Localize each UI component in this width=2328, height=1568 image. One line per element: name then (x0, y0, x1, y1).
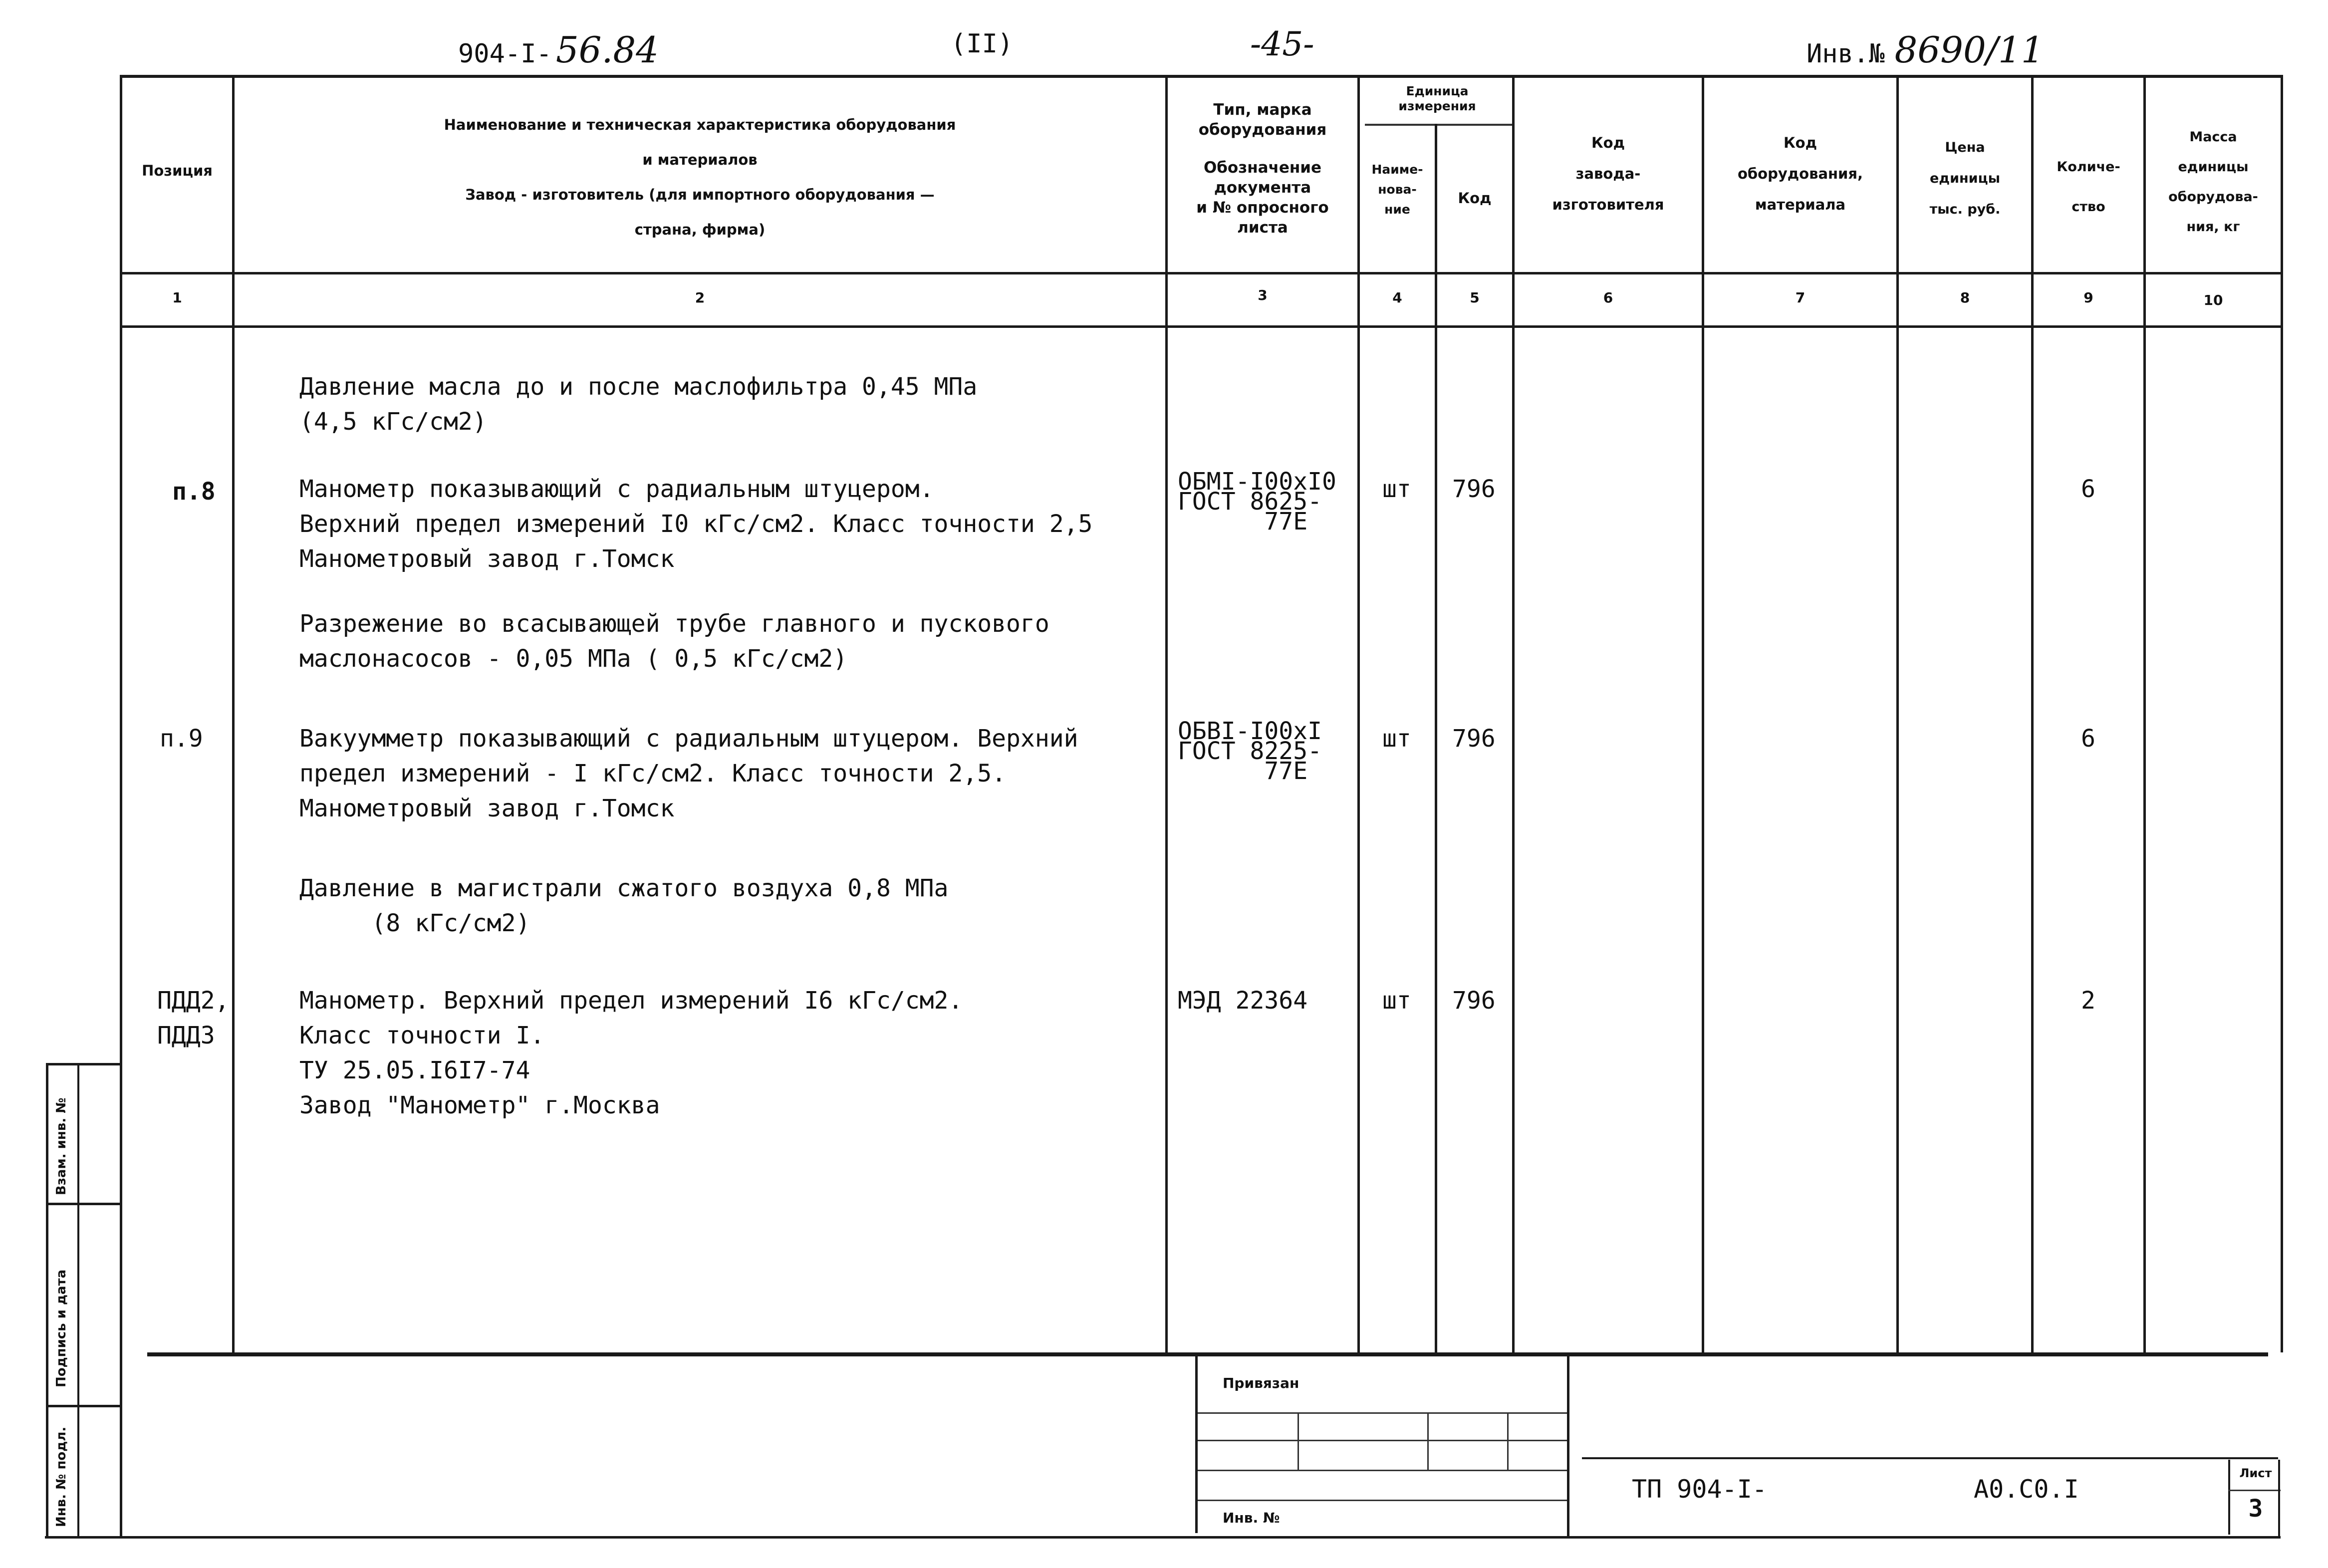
header-type-line: Обозначение (1203, 159, 1322, 177)
row-description: Давление в магистрали сжатого воздуха 0,8 МПа (8 кГс/см2) (299, 874, 949, 937)
row-type: МЭД 22364 (1178, 987, 1308, 1015)
header-price-line: тыс. руб. (1929, 202, 2001, 217)
row-quantity: 2 (2081, 987, 2095, 1015)
page-number: -45- (1250, 25, 1314, 63)
row-description: Вакуумметр показывающий с радиальным штуцером. Верхний предел измерений - I кГс/см2. Класс точности 2,5. Манометровый завод г.Томск (299, 725, 1078, 822)
section-number: (II) (951, 29, 1014, 59)
header-price (1899, 132, 2031, 225)
colnum-2: 2 (695, 289, 705, 306)
header-mass (2146, 122, 2281, 242)
header-mfr-code (1515, 127, 1702, 220)
col-divider-9 (2143, 75, 2146, 1352)
header-equip-line: оборудования, (1737, 165, 1863, 182)
row-description: Разрежение во всасывающей трубе главного и пускового маслонасосов - 0,05 МПа ( 0,5 кГс/см2) (299, 610, 1049, 673)
privyazan-cell-divider (1427, 1412, 1429, 1470)
header-mass-line: оборудова- (2168, 189, 2258, 205)
header-mfr-line: Код (1591, 134, 1625, 151)
colnum-10: 10 (2203, 292, 2223, 308)
colnum-9: 9 (2083, 289, 2093, 306)
side-stamp-divider (77, 1063, 79, 1538)
row-description: Давление масла до и после маслофильтра 0,45 МПа (4,5 кГс/см2) (299, 373, 978, 436)
row-position: п.8 (172, 478, 216, 506)
colnum-8: 8 (1960, 289, 1970, 306)
unit-group-divider (1365, 124, 1512, 126)
privyazan-line (1198, 1440, 1567, 1441)
privyazan-cell-divider (1507, 1412, 1509, 1470)
inventory-no-label: Инв. № (1223, 1510, 1280, 1526)
header-name-line: страна, фирма) (634, 221, 766, 238)
header-unit-name-line: ние (1384, 202, 1410, 217)
row-unit-code: 796 (1452, 475, 1496, 503)
header-equip-line: Код (1783, 134, 1817, 151)
header-mass-line: Масса (2189, 129, 2237, 145)
header-price-line: единицы (1929, 171, 2001, 186)
header-unit-name-line: Наиме- (1371, 162, 1423, 177)
header-bottom-border (120, 272, 2281, 274)
row-description: Манометр показывающий с радиальным штуцером. Верхний предел измерений I0 кГс/см2. Класс точности 2,5 Манометровый завод г.Томск (299, 475, 1093, 573)
col-divider-2 (1165, 75, 1168, 1352)
header-qty-line: Количе- (2057, 159, 2120, 175)
header-unit-group: Единица измерения (1398, 84, 1476, 113)
side-stamp-left-border (46, 1063, 48, 1538)
colnum-1: 1 (172, 289, 182, 306)
inventory-number (1807, 29, 2044, 71)
side-stamp-podpis: Подпись и дата (54, 1269, 69, 1387)
row-unit: шт (1382, 475, 1411, 503)
col-divider-7 (1896, 75, 1899, 1352)
header-equip-line: материала (1755, 196, 1846, 213)
privyazan-line (1198, 1500, 1567, 1501)
header-price-line: Цена (1945, 140, 1985, 155)
list-label: Лист (2239, 1466, 2272, 1480)
privyazan-right-border (1567, 1353, 1569, 1538)
row-position: ПДД2, ПДД3 (157, 987, 230, 1049)
stamp-right-border (2278, 1460, 2280, 1537)
col-divider-3 (1357, 75, 1360, 1352)
colnum-3: 3 (1258, 287, 1268, 303)
header-mass-line: единицы (2178, 159, 2249, 175)
sheet-bottom-border (45, 1536, 2281, 1539)
row-quantity: 6 (2081, 475, 2095, 503)
side-stamp-line (46, 1405, 121, 1407)
colnum-5: 5 (1470, 289, 1480, 306)
header-type-line: и № опросного (1196, 199, 1329, 217)
header-type-line: листа (1237, 219, 1288, 237)
header-unit-name (1360, 160, 1435, 220)
privyazan-line (1198, 1412, 1567, 1414)
col-divider-4 (1435, 124, 1437, 1352)
colnum-4: 4 (1392, 289, 1402, 306)
side-stamp-vzam: Взам. инв. № (54, 1097, 69, 1195)
row-unit-code: 796 (1452, 987, 1496, 1015)
list-box-divider (2228, 1490, 2281, 1491)
right-border (2281, 75, 2283, 1352)
header-type-line: оборудования (1198, 121, 1327, 139)
row-type: ОБМI-I00хI0 ГОСТ 8625- 77Е (1178, 468, 1336, 535)
colnum-7: 7 (1795, 289, 1806, 306)
document-code: ТП 904-I- (1632, 1475, 1767, 1504)
header-type-line: документа (1214, 179, 1311, 197)
row-unit: шт (1382, 725, 1411, 753)
header-equip-code (1704, 127, 1896, 220)
col-divider-1 (232, 75, 235, 1352)
row-quantity: 6 (2081, 725, 2095, 753)
header-position: Позиция (142, 162, 213, 179)
table-bottom-border (147, 1352, 2268, 1356)
header-name (235, 107, 1165, 247)
header-qty-line: ство (2071, 199, 2105, 215)
header-name-line: и материалов (642, 151, 758, 168)
column-numbers-border (120, 325, 2281, 328)
header-unit-name-line: нова- (1378, 182, 1417, 197)
row-unit: шт (1382, 987, 1411, 1015)
inventory-label: Инв.№ (1807, 39, 1885, 69)
header-name-line: Наименование и техническая характеристика оборудования (444, 116, 956, 133)
side-stamp-line (46, 1063, 121, 1065)
col-divider-8 (2031, 75, 2034, 1352)
row-type: ОБВI-I00хI ГОСТ 8225- 77Е (1178, 717, 1322, 785)
header-name-line: Завод - изготовитель (для импортного оборудования — (465, 186, 935, 203)
header-mass-line: ния, кг (2186, 219, 2240, 235)
series-prefix: 904-I- (458, 39, 552, 69)
table-top-border (120, 75, 2281, 78)
series-handwritten: 56.84 (555, 29, 659, 71)
document-sheet-code: А0.С0.I (1974, 1475, 2079, 1504)
privyazan-cell-divider (1297, 1412, 1299, 1470)
header-mfr-line: завода- (1575, 165, 1641, 182)
privyazan-left-border (1195, 1353, 1198, 1533)
list-number: 3 (2248, 1495, 2263, 1523)
colnum-6: 6 (1603, 289, 1613, 306)
privyazan-line (1198, 1470, 1567, 1471)
col-divider-5 (1512, 75, 1515, 1352)
header-type-line: Тип, марка (1213, 101, 1312, 119)
header-type (1168, 100, 1357, 238)
side-stamp-inv-podl: Инв. № подл. (54, 1426, 69, 1527)
row-description: Манометр. Верхний предел измерений I6 кГс/см2. Класс точности I. ТУ 25.05.I6I7-74 Завод "Манометр" г.Москва (299, 987, 963, 1119)
privyazan-label: Привязан (1223, 1375, 1299, 1391)
header-mfr-line: изготовителя (1552, 196, 1664, 213)
inventory-handwritten: 8690/11 (1894, 29, 2044, 71)
series-number (458, 29, 659, 71)
header-unit-code: Код (1458, 190, 1492, 207)
side-stamp-line (46, 1203, 121, 1205)
row-unit-code: 796 (1452, 725, 1496, 753)
col-divider-6 (1702, 75, 1704, 1352)
stamp-top-line (1582, 1457, 2278, 1459)
header-qty (2034, 147, 2143, 227)
row-position: п.9 (160, 725, 203, 753)
list-box-border (2228, 1460, 2230, 1535)
